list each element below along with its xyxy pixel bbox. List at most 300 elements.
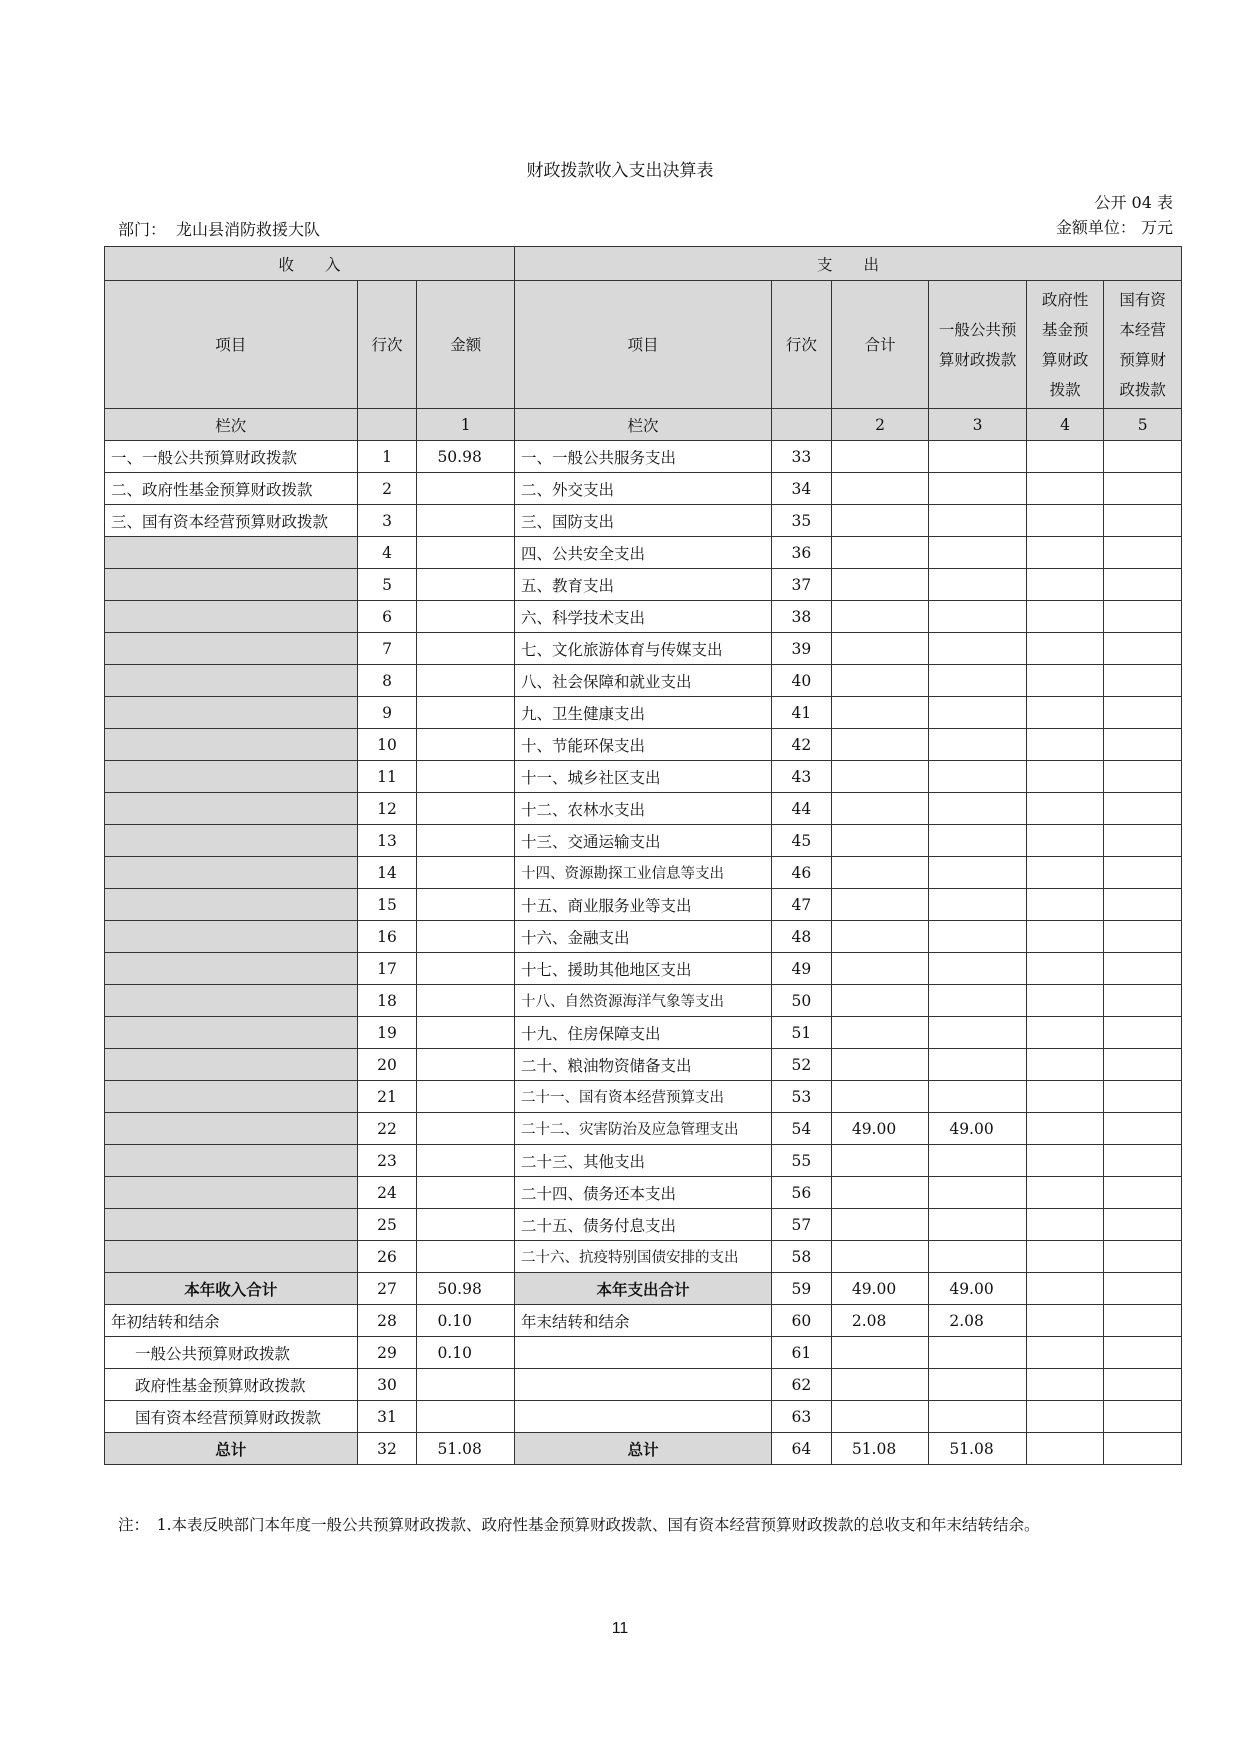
table-row [105, 1017, 1182, 1049]
expense-state [1104, 825, 1182, 857]
form-number: 公开 04 表 [1094, 193, 1173, 212]
expense-fund [1026, 569, 1104, 601]
header-row-1 [105, 247, 1182, 281]
expense-state [1104, 857, 1182, 889]
expense-item: 二十一、国有资本经营预算支出 [514, 1081, 771, 1113]
expense-total [831, 505, 929, 537]
income-amount [417, 1209, 515, 1241]
income-item: 二、政府性基金预算财政拨款 [105, 473, 358, 505]
expense-state [1104, 1369, 1182, 1401]
expense-total [831, 1337, 929, 1369]
expense-state [1104, 1433, 1182, 1465]
expense-general [929, 1369, 1027, 1401]
expense-line: 34 [772, 473, 832, 505]
income-item [105, 921, 358, 953]
expense-item: 十二、农林水支出 [514, 793, 771, 825]
expense-general [929, 505, 1027, 537]
expense-line: 53 [772, 1081, 832, 1113]
header-row-2 [105, 281, 1182, 409]
expense-state [1104, 697, 1182, 729]
income-amount [417, 1017, 515, 1049]
income-line: 14 [357, 857, 417, 889]
state-capital-header: 国有资本经营预算财政拨款 [1104, 281, 1182, 409]
expense-total [831, 857, 929, 889]
expense-total [831, 1081, 929, 1113]
income-amount [417, 1081, 515, 1113]
table-row [105, 921, 1182, 953]
income-line: 20 [357, 1049, 417, 1081]
table-row [105, 665, 1182, 697]
expense-state [1104, 761, 1182, 793]
income-amount [417, 633, 515, 665]
expense-state [1104, 633, 1182, 665]
expense-general [929, 985, 1027, 1017]
expense-general [929, 441, 1027, 473]
expense-line: 55 [772, 1145, 832, 1177]
income-item [105, 1145, 358, 1177]
expense-total [831, 1049, 929, 1081]
expense-line: 59 [772, 1273, 832, 1305]
expense-fund [1026, 1241, 1104, 1273]
income-item [105, 601, 358, 633]
income-amount: 50.98 [417, 1273, 515, 1305]
income-amount [417, 1113, 515, 1145]
expense-item: 年末结转和结余 [514, 1305, 771, 1337]
table-row [105, 825, 1182, 857]
expense-total [831, 665, 929, 697]
expense-state [1104, 601, 1182, 633]
income-amount [417, 1145, 515, 1177]
income-line: 11 [357, 761, 417, 793]
expense-state [1104, 921, 1182, 953]
table-row [105, 633, 1182, 665]
income-line: 17 [357, 953, 417, 985]
expense-line: 51 [772, 1017, 832, 1049]
expense-fund [1026, 1337, 1104, 1369]
expense-general [929, 1209, 1027, 1241]
income-item [105, 697, 358, 729]
expense-general [929, 953, 1027, 985]
table-row [105, 761, 1182, 793]
income-amount-header: 金额 [417, 281, 515, 409]
income-item [105, 889, 358, 921]
income-item [105, 953, 358, 985]
income-line: 22 [357, 1113, 417, 1145]
expense-item: 三、国防支出 [514, 505, 771, 537]
expense-state [1104, 1113, 1182, 1145]
expense-fund [1026, 1113, 1104, 1145]
expense-total [831, 1017, 929, 1049]
expense-item: 十八、自然资源海洋气象等支出 [514, 985, 771, 1017]
income-item: 总计 [105, 1433, 358, 1465]
income-line-header: 行次 [357, 281, 417, 409]
expense-line: 62 [772, 1369, 832, 1401]
table-row [105, 1273, 1182, 1305]
income-item [105, 1017, 358, 1049]
table-row [105, 1369, 1182, 1401]
table-row [105, 1241, 1182, 1273]
expense-fund [1026, 601, 1104, 633]
income-line: 3 [357, 505, 417, 537]
expense-general: 2.08 [929, 1305, 1027, 1337]
income-item: 一般公共预算财政拨款 [105, 1337, 358, 1369]
income-amount [417, 505, 515, 537]
income-line: 24 [357, 1177, 417, 1209]
expense-general [929, 1081, 1027, 1113]
expense-item: 二、外交支出 [514, 473, 771, 505]
income-line: 31 [357, 1401, 417, 1433]
expense-total [831, 921, 929, 953]
expense-item [514, 1369, 771, 1401]
expense-total [831, 1241, 929, 1273]
expense-state [1104, 729, 1182, 761]
table-row [105, 1081, 1182, 1113]
table-row [105, 569, 1182, 601]
expense-fund [1026, 1177, 1104, 1209]
expense-line: 57 [772, 1209, 832, 1241]
table-row [105, 729, 1182, 761]
expense-item: 二十三、其他支出 [514, 1145, 771, 1177]
expense-item: 二十四、债务还本支出 [514, 1177, 771, 1209]
income-amount [417, 985, 515, 1017]
expense-fund [1026, 761, 1104, 793]
expense-fund [1026, 889, 1104, 921]
income-amount: 0.10 [417, 1337, 515, 1369]
expense-total [831, 569, 929, 601]
income-amount [417, 1241, 515, 1273]
expense-line: 35 [772, 505, 832, 537]
income-line: 12 [357, 793, 417, 825]
page-number: 11 [611, 1620, 629, 1637]
expense-item: 二十二、灾害防治及应急管理支出 [514, 1113, 771, 1145]
income-item [105, 761, 358, 793]
income-line: 32 [357, 1433, 417, 1465]
income-item: 一、一般公共预算财政拨款 [105, 441, 358, 473]
col-5: 5 [1104, 409, 1182, 441]
income-amount [417, 1049, 515, 1081]
table-row [105, 473, 1182, 505]
income-item [105, 537, 358, 569]
table-row [105, 953, 1182, 985]
income-amount [417, 569, 515, 601]
expense-fund [1026, 729, 1104, 761]
expense-fund [1026, 441, 1104, 473]
expense-item: 八、社会保障和就业支出 [514, 665, 771, 697]
income-line: 26 [357, 1241, 417, 1273]
expense-total [831, 1209, 929, 1241]
expense-general [929, 1017, 1027, 1049]
expense-line: 46 [772, 857, 832, 889]
expense-line: 45 [772, 825, 832, 857]
income-amount [417, 825, 515, 857]
expense-total: 2.08 [831, 1305, 929, 1337]
expense-total [831, 1401, 929, 1433]
income-line: 16 [357, 921, 417, 953]
expense-line: 63 [772, 1401, 832, 1433]
expense-general [929, 473, 1027, 505]
expense-line: 33 [772, 441, 832, 473]
income-item: 本年收入合计 [105, 1273, 358, 1305]
expense-fund [1026, 1209, 1104, 1241]
expense-item: 七、文化旅游体育与传媒支出 [514, 633, 771, 665]
expense-state [1104, 1337, 1182, 1369]
expense-state [1104, 1017, 1182, 1049]
table-row [105, 1145, 1182, 1177]
income-line: 15 [357, 889, 417, 921]
expense-fund [1026, 1273, 1104, 1305]
expense-fund [1026, 1401, 1104, 1433]
expense-item [514, 1401, 771, 1433]
expense-line: 64 [772, 1433, 832, 1465]
income-line: 2 [357, 473, 417, 505]
expense-general [929, 665, 1027, 697]
expense-state [1104, 985, 1182, 1017]
expense-state [1104, 889, 1182, 921]
expense-general [929, 825, 1027, 857]
table-row [105, 441, 1182, 473]
expense-fund [1026, 537, 1104, 569]
expense-total [831, 825, 929, 857]
expense-line: 58 [772, 1241, 832, 1273]
income-line: 4 [357, 537, 417, 569]
expense-fund [1026, 825, 1104, 857]
expense-total [831, 729, 929, 761]
income-line: 9 [357, 697, 417, 729]
income-amount [417, 729, 515, 761]
expense-line: 54 [772, 1113, 832, 1145]
income-item [105, 1241, 358, 1273]
expense-general [929, 601, 1027, 633]
expense-line: 36 [772, 537, 832, 569]
expense-item: 十五、商业服务业等支出 [514, 889, 771, 921]
income-item [105, 985, 358, 1017]
income-amount [417, 473, 515, 505]
income-amount [417, 889, 515, 921]
expense-item: 本年支出合计 [514, 1273, 771, 1305]
expense-fund [1026, 1049, 1104, 1081]
expense-state [1104, 1049, 1182, 1081]
expense-state [1104, 1145, 1182, 1177]
expense-general [929, 889, 1027, 921]
expense-line: 39 [772, 633, 832, 665]
col-1: 1 [417, 409, 515, 441]
income-line: 23 [357, 1145, 417, 1177]
expense-item: 二十六、抗疫特别国债安排的支出 [514, 1241, 771, 1273]
expense-state [1104, 473, 1182, 505]
income-item: 政府性基金预算财政拨款 [105, 1369, 358, 1401]
expense-state [1104, 1401, 1182, 1433]
table-row [105, 1209, 1182, 1241]
income-amount: 51.08 [417, 1433, 515, 1465]
income-amount [417, 921, 515, 953]
table-row [105, 505, 1182, 537]
appropriation-table [104, 246, 1182, 1465]
expense-total [831, 537, 929, 569]
expense-general [929, 1145, 1027, 1177]
expense-general: 49.00 [929, 1273, 1027, 1305]
income-line: 13 [357, 825, 417, 857]
expense-line: 37 [772, 569, 832, 601]
expense-item [514, 1337, 771, 1369]
expense-general [929, 729, 1027, 761]
table-row [105, 1177, 1182, 1209]
expense-line: 42 [772, 729, 832, 761]
expense-state [1104, 537, 1182, 569]
expense-general [929, 1401, 1027, 1433]
table-row [105, 1113, 1182, 1145]
expense-fund [1026, 921, 1104, 953]
income-amount [417, 601, 515, 633]
department-label: 部门： [118, 220, 167, 239]
expense-fund [1026, 1433, 1104, 1465]
expense-fund [1026, 953, 1104, 985]
expense-total [831, 889, 929, 921]
expense-total: 49.00 [831, 1113, 929, 1145]
expense-general [929, 1241, 1027, 1273]
expense-line: 44 [772, 793, 832, 825]
expense-fund [1026, 697, 1104, 729]
expense-fund [1026, 1081, 1104, 1113]
expense-line: 60 [772, 1305, 832, 1337]
expense-general [929, 1049, 1027, 1081]
income-amount [417, 953, 515, 985]
expense-state [1104, 665, 1182, 697]
income-amount [417, 537, 515, 569]
page-title: 财政拨款收入支出决算表 [526, 161, 714, 181]
expense-item: 十、节能环保支出 [514, 729, 771, 761]
expense-total: 49.00 [831, 1273, 929, 1305]
expense-fund [1026, 1145, 1104, 1177]
income-line: 25 [357, 1209, 417, 1241]
amount-unit: 金额单位： 万元 [1055, 218, 1173, 237]
expense-state [1104, 569, 1182, 601]
expense-total [831, 473, 929, 505]
income-line: 8 [357, 665, 417, 697]
income-amount [417, 793, 515, 825]
col-3: 3 [929, 409, 1027, 441]
expense-line: 50 [772, 985, 832, 1017]
table-row [105, 793, 1182, 825]
income-line: 28 [357, 1305, 417, 1337]
expense-general [929, 537, 1027, 569]
expense-item: 六、科学技术支出 [514, 601, 771, 633]
expense-general [929, 697, 1027, 729]
expense-item: 二十五、债务付息支出 [514, 1209, 771, 1241]
col-blank [772, 409, 832, 441]
table-row [105, 1401, 1182, 1433]
expense-item: 二十、粮油物资储备支出 [514, 1049, 771, 1081]
table-row [105, 601, 1182, 633]
expense-item: 十九、住房保障支出 [514, 1017, 771, 1049]
expense-line: 43 [772, 761, 832, 793]
expense-line: 56 [772, 1177, 832, 1209]
expense-state [1104, 793, 1182, 825]
col-label: 栏次 [514, 409, 771, 441]
income-item [105, 665, 358, 697]
expense-item-header: 项目 [514, 281, 771, 409]
income-amount [417, 761, 515, 793]
table-row [105, 857, 1182, 889]
expense-item: 一、一般公共服务支出 [514, 441, 771, 473]
col-label: 栏次 [105, 409, 358, 441]
income-line: 7 [357, 633, 417, 665]
income-line: 21 [357, 1081, 417, 1113]
expense-item: 十七、援助其他地区支出 [514, 953, 771, 985]
expense-general [929, 857, 1027, 889]
expense-general [929, 569, 1027, 601]
income-amount [417, 857, 515, 889]
expense-state [1104, 1273, 1182, 1305]
expense-line: 41 [772, 697, 832, 729]
expense-item: 总计 [514, 1433, 771, 1465]
income-line: 10 [357, 729, 417, 761]
col-blank [357, 409, 417, 441]
expense-line: 61 [772, 1337, 832, 1369]
income-amount [417, 697, 515, 729]
expense-general [929, 1337, 1027, 1369]
expense-total [831, 601, 929, 633]
income-item [105, 633, 358, 665]
table-row [105, 537, 1182, 569]
expense-fund [1026, 1305, 1104, 1337]
expense-total: 51.08 [831, 1433, 929, 1465]
income-line: 27 [357, 1273, 417, 1305]
department-line [118, 217, 330, 240]
expense-general [929, 1177, 1027, 1209]
expense-fund [1026, 505, 1104, 537]
income-item [105, 857, 358, 889]
expense-total [831, 985, 929, 1017]
income-line: 6 [357, 601, 417, 633]
income-item [105, 793, 358, 825]
expense-item: 十六、金融支出 [514, 921, 771, 953]
footnote: 注： 1.本表反映部门本年度一般公共预算财政拨款、政府性基金预算财政拨款、国有资本经营预算财政拨款的总收支和年末结转结余。 [118, 1516, 1040, 1534]
expense-state [1104, 441, 1182, 473]
income-line: 1 [357, 441, 417, 473]
expense-item: 十一、城乡社区支出 [514, 761, 771, 793]
expense-line: 49 [772, 953, 832, 985]
column-index-row [105, 409, 1182, 441]
expense-item: 十三、交通运输支出 [514, 825, 771, 857]
expense-fund [1026, 857, 1104, 889]
general-budget-header: 一般公共预算财政拨款 [929, 281, 1027, 409]
income-header: 收 入 [105, 247, 515, 281]
expense-state [1104, 953, 1182, 985]
expense-general: 49.00 [929, 1113, 1027, 1145]
table-row [105, 985, 1182, 1017]
income-item [105, 1177, 358, 1209]
expense-general [929, 793, 1027, 825]
income-line: 18 [357, 985, 417, 1017]
income-amount: 50.98 [417, 441, 515, 473]
income-item: 国有资本经营预算财政拨款 [105, 1401, 358, 1433]
income-amount [417, 1401, 515, 1433]
expense-item: 五、教育支出 [514, 569, 771, 601]
expense-general [929, 921, 1027, 953]
expense-line: 40 [772, 665, 832, 697]
expense-total [831, 633, 929, 665]
income-item [105, 569, 358, 601]
income-item [105, 1081, 358, 1113]
income-item [105, 1049, 358, 1081]
expense-line-header: 行次 [772, 281, 832, 409]
expense-item: 四、公共安全支出 [514, 537, 771, 569]
income-item-header: 项目 [105, 281, 358, 409]
expense-total [831, 1145, 929, 1177]
income-line: 5 [357, 569, 417, 601]
expense-total [831, 793, 929, 825]
table-row [105, 1433, 1182, 1465]
